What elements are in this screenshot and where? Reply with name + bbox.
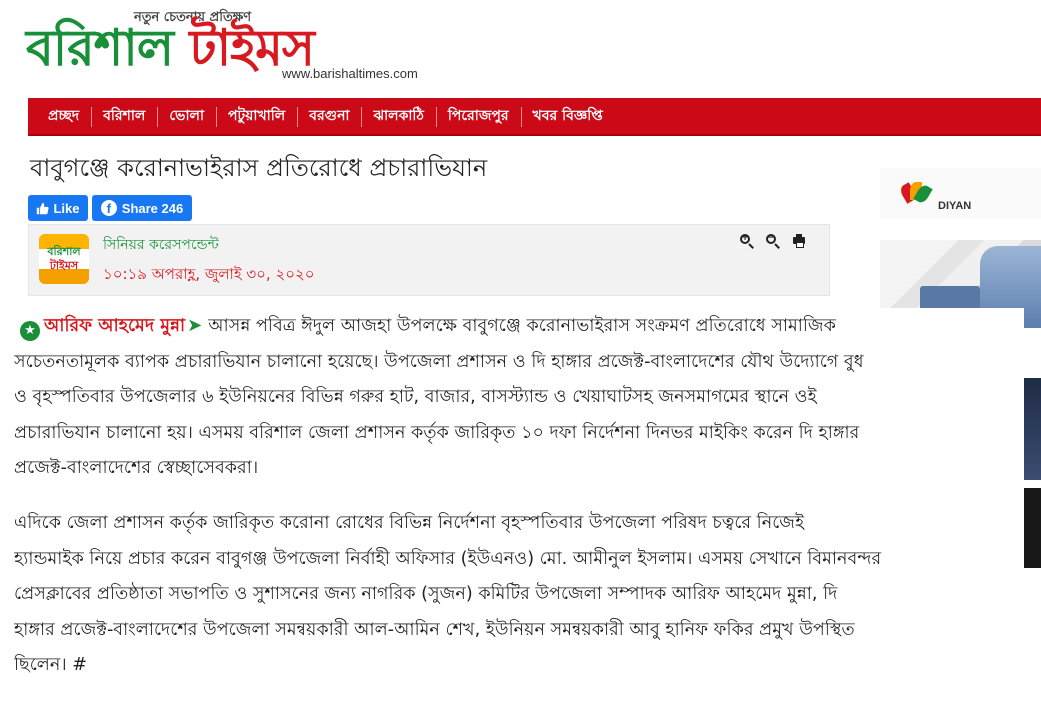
star-icon: ★ (20, 321, 40, 341)
ad-folded-shirt (920, 286, 980, 310)
article-tools (739, 233, 807, 249)
arrow-right-icon: ➤ (187, 315, 203, 336)
author-name-link[interactable]: সিনিয়র করেসপন্ডেন্ট (103, 237, 219, 253)
facebook-icon: f (101, 200, 117, 216)
sidebar-ad-image-2[interactable] (1022, 378, 1041, 480)
logo-tagline: নতুন চেতনায় প্রতিক্ষণ (134, 10, 252, 25)
article-paragraph-2 (14, 506, 1024, 684)
sidebar-advertisement[interactable] (880, 168, 1041, 328)
logo-name-part1: বরিশাল (26, 19, 173, 77)
paragraph-1-line-5: প্রজেক্ট-বাংলাদেশের স্বেচ্ছাসেবকরা। (14, 458, 259, 479)
logo-wordmark (26, 20, 314, 76)
author-avatar (39, 234, 89, 284)
print-icon[interactable] (791, 233, 807, 249)
paragraph-2-line-4: হাঙ্গার প্রজেক্ট-বাংলাদেশের উপজেলা সমন্বয়কারী আল-আমিন শেখ, ইউনিয়ন সমন্বয়কারী আবু হানিফ ফকির প্রমুখ উপস্থিত (14, 619, 855, 640)
nav-item-barishal[interactable]: বরিশাল (91, 98, 157, 134)
nav-item-patuakhali[interactable]: পটুয়াখালি (216, 98, 297, 134)
logo-url: www.barishaltimes.com (282, 66, 418, 81)
nav-item-press-release[interactable]: খবর বিজ্ঞপ্তি (521, 98, 615, 134)
nav-item-barguna[interactable]: বরগুনা (297, 98, 361, 134)
ad-header (880, 168, 1041, 218)
ad-brand: DIYAN (938, 200, 972, 212)
nav-item-bhola[interactable]: ভোলা (157, 98, 216, 134)
thumbs-up-icon (36, 202, 49, 215)
paragraph-1-line-2: সচেতনতামূলক ব্যাপক প্রচারাভিযান চালানো হয়েছে। উপজেলা প্রশাসন ও দি হাঙ্গার প্রজেক্ট-বাংলাদেশের যৌথ উদ্যোগে বুধ (14, 351, 864, 372)
site-logo[interactable] (26, 6, 446, 82)
logo-name-part2: টাইমস (189, 19, 314, 77)
paragraph-1-line-4: প্রচারাভিযান চালানো হয়। এসময় বরিশাল জেলা প্রশাসন কর্তৃক জারিকৃত ১০ দফা নির্দেশনা দিনভর মাইকিং করেন দি হাঙ্গার (14, 422, 860, 443)
zoom-out-icon[interactable]: − (765, 233, 781, 249)
article-headline: বাবুগঞ্জে করোনাভাইরাস প্রতিরোধে প্রচারাভিযান (30, 154, 488, 182)
main-nav (28, 98, 1041, 136)
paragraph-2-line-1: এদিকে জেলা প্রশাসন কর্তৃক জারিকৃত করোনা রোধের বিভিন্ন নির্দেশনা বৃহস্পতিবার উপজেলা পরিষদ চত্বরে নিজেই (14, 512, 805, 533)
paragraph-2-line-3: প্রেসক্লাবের প্রতিষ্ঠাতা সভাপতি ও সুশাসনের জন্য নাগরিক (সুজন) কমিটির উপজেলা সম্পাদক আরিফ আহমেদ মুন্না, দি (14, 584, 838, 605)
author-avatar-line1: বরিশাল (47, 245, 81, 258)
like-label: Like (53, 200, 80, 216)
reporter-name: আরিফ আহমেদ মুন্না (44, 316, 186, 336)
paragraph-2-line-2: হ্যান্ডমাইক নিয়ে প্রচার করেন বাবুগঞ্জ উপজেলা নির্বাহী অফিসার (ইউএনও) মো. আমীনুল ইসলাম। এসময় সেখানে বিমানবন্দর (14, 548, 882, 569)
nav-item-home[interactable]: প্রচ্ছদ (48, 108, 80, 124)
article-body (14, 308, 1024, 703)
diyan-logo-icon (902, 182, 926, 204)
facebook-share-button[interactable] (92, 195, 192, 221)
paragraph-1-line-3: ও বৃহস্পতিবার উপজেলার ৬ ইউনিয়নের বিভিন্ন গরুর হাট, বাজার, বাসস্ট্যান্ড ও খেয়াঘাটসহ জনসমাগমের স্থানে ওই (14, 387, 817, 408)
author-box (28, 224, 830, 296)
sidebar-ad-image-3[interactable] (1022, 488, 1041, 568)
facebook-like-button[interactable] (28, 195, 88, 221)
nav-item-jhalokati[interactable]: ঝালকাঠি (361, 98, 435, 134)
article-paragraph-1 (14, 308, 1024, 487)
zoom-in-icon[interactable]: + (739, 233, 755, 249)
nav-item-pirojpur[interactable]: পিরোজপুর (436, 98, 521, 134)
paragraph-1-line-1: ★ আরিফ আহমেদ মুন্না ➤ আসন্ন পবিত্র ঈদুল আজহা উপলক্ষে বাবুগঞ্জে করোনাভাইরাস সংক্রমণ প্রতিরোধে সামাজিক (14, 308, 1024, 345)
author-avatar-line2: টাইমস (49, 259, 79, 272)
paragraph-2-line-5: ছিলেন। # (14, 655, 88, 676)
share-label: Share 246 (121, 200, 184, 216)
publish-date: ১০:১৯ অপরাহ্ণ, জুলাই ৩০, ২০২০ (103, 265, 315, 283)
